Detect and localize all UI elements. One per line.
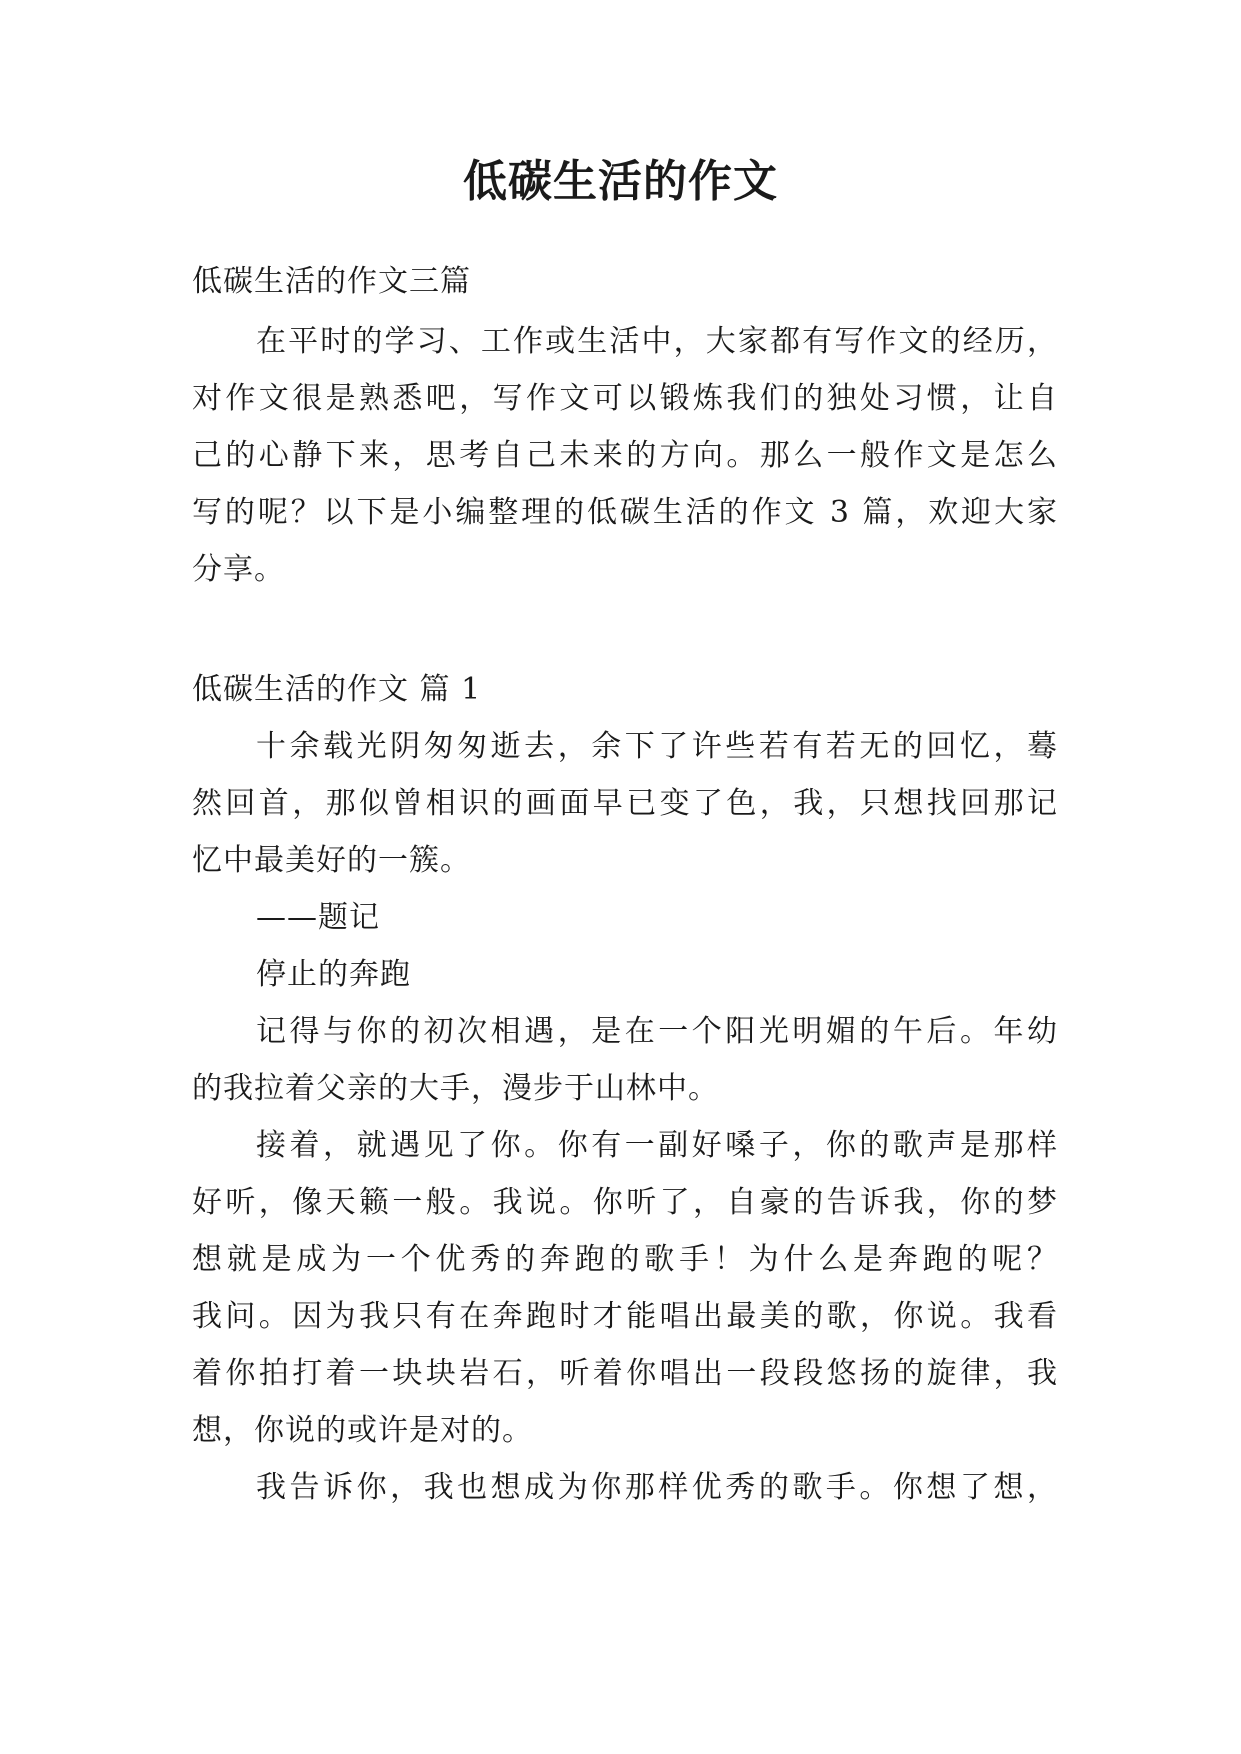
paragraph-line: 对作文很是熟悉吧，写作文可以锻炼我们的独处习惯，让自 bbox=[192, 381, 1058, 416]
paragraph-line: 十余载光阴匆匆逝去，余下了许些若有若无的回忆，蓦 bbox=[256, 729, 1058, 764]
epigraph-note: ——题记 bbox=[256, 900, 380, 935]
paragraph-line: 想就是成为一个优秀的奔跑的歌手！为什么是奔跑的呢？ bbox=[192, 1242, 1058, 1277]
paragraph-line: 在平时的学习、工作或生活中，大家都有写作文的经历， bbox=[256, 324, 1058, 359]
paragraph-line: 接着，就遇见了你。你有一副好嗓子，你的歌声是那样 bbox=[256, 1128, 1058, 1163]
paragraph-line: 然回首，那似曾相识的画面早已变了色，我，只想找回那记 bbox=[192, 786, 1058, 821]
paragraph-line: 的我拉着父亲的大手，漫步于山林中。 bbox=[192, 1071, 719, 1106]
paragraph-line: 记得与你的初次相遇，是在一个阳光明媚的午后。年幼 bbox=[256, 1014, 1058, 1049]
paragraph-line: 写的呢？以下是小编整理的低碳生活的作文 3 篇，欢迎大家 bbox=[192, 495, 1058, 530]
paragraph-line: 想，你说的或许是对的。 bbox=[192, 1413, 533, 1448]
paragraph-line: 着你拍打着一块块岩石，听着你唱出一段段悠扬的旋律，我 bbox=[192, 1356, 1058, 1391]
paragraph-line: 我问。因为我只有在奔跑时才能唱出最美的歌，你说。我看 bbox=[192, 1299, 1058, 1334]
paragraph-line: 分享。 bbox=[192, 552, 285, 587]
paragraph-line: 我告诉你，我也想成为你那样优秀的歌手。你想了想， bbox=[256, 1470, 1058, 1505]
paragraph-line: 好听，像天籁一般。我说。你听了，自豪的告诉我，你的梦 bbox=[192, 1185, 1058, 1220]
paragraph-line: 忆中最美好的一簇。 bbox=[192, 843, 471, 878]
story-title: 停止的奔跑 bbox=[256, 957, 411, 992]
subtitle-line: 低碳生活的作文三篇 bbox=[192, 264, 471, 299]
paragraph-line: 己的心静下来，思考自己未来的方向。那么一般作文是怎么 bbox=[192, 438, 1058, 473]
document-title: 低碳生活的作文 bbox=[463, 156, 778, 207]
section-heading: 低碳生活的作文 篇 1 bbox=[192, 672, 482, 707]
